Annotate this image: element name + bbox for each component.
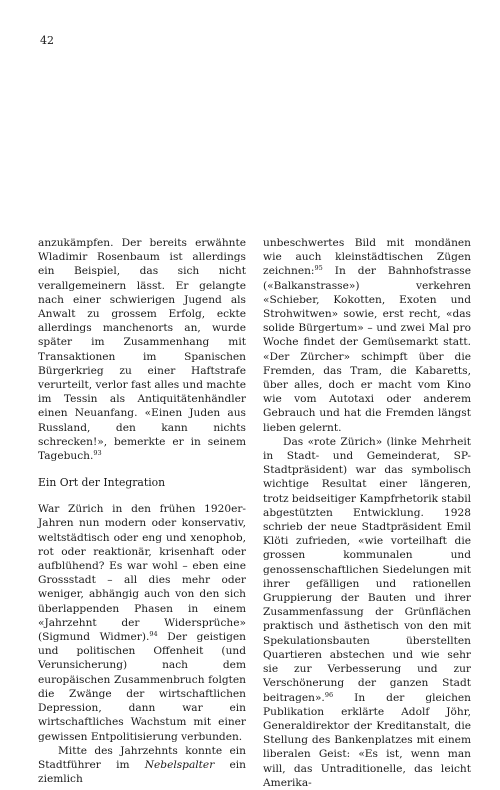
paragraph-text: In der Bahnhofstrasse («Balkanstrasse») verkehren «Schieber, Kokotten, Exoten und Strohwitwen» sowie, erst recht, «das solide Bürgertum» – und zwei Mal pro Woche findet der Gemüsemarkt statt. «Der Zürcher» schimpft über die Fremden, das Tram, die Kabaretts, über alles, doch er macht vom Kino wie vom Autotaxi oder anderem Gebrauch und hat die Fremden längst lieben gelernt. [263, 265, 471, 434]
page-number: 42 [40, 34, 54, 47]
left-column [38, 236, 246, 786]
footnote-marker: 96 [324, 690, 334, 699]
paragraph-text: anzukämpfen. Der bereits erwähnte Wladimir Rosenbaum ist allerdings ein Beispiel, das sich nicht verallgemeinern lässt. Er gelangte nach einer schwierigen Jugend als Anwalt zu grossem Erfolg, eckte allerdings manchenorts an, wurde später im Zusammenhang mit Transaktionen im Spanischen Bürgerkrieg zu einer Haftstrafe verurteilt, verlor fast alles und machte im Tessin als Antiquitätenhändler einen Neuanfang. «Einen Juden aus Russland, den kann nichts schrecken!», bemerkte er in seinem Tagebuch. [38, 237, 246, 463]
paragraph-text: Der geistigen und politischen Offenheit (und Verunsicherung) nach dem europäischen Zusammenbruch folgten die Zwänge der wirtschaftlichen Depression, dann war ein wirtschaftliches Wachstum mit einer gewissen Entpolitisierung verbunden. [38, 631, 246, 743]
footnote-marker: 94 [149, 630, 158, 639]
footnote-marker: 93 [93, 449, 102, 458]
publication-title: Nebelspalter [144, 758, 215, 771]
paragraph [38, 502, 246, 743]
section-heading: Ein Ort der Integration [38, 476, 166, 490]
footnote-marker: 95 [314, 264, 323, 273]
paragraph-text: In der gleichen Publikation erklärte Adolf Jöhr, Generaldirektor der Kreditanstalt, die Stellung des Bankenplatzes mit einem liberalen Geist: «Es ist, wenn man will, das Untraditionelle, das leicht Amerika- [263, 691, 471, 789]
paragraph [38, 236, 246, 463]
paragraph-text: Mitte des Jahrzehnts konnte ein Stadtführer im [38, 744, 246, 771]
paragraph-text: War Zürich in den frühen 1920er-Jahren nun modern oder konservativ, weltstädtisch oder eng und xenophob, rot oder reaktionär, krisenhaft oder aufblühend? Es war wohl – eben eine Grossstadt – all dies mehr oder weniger, abhängig auch von den sich überlappenden Phasen in einem «Jahrzehnt der Widersprüche» (Sigmund Widmer). [38, 503, 246, 644]
paragraph [38, 744, 246, 787]
paragraph-text: unbeschwertes Bild mit mondänen wie auch kleinstädtischen Zügen zeichnen: [263, 237, 471, 278]
paragraph-text: Das «rote Zürich» (linke Mehrheit in Stadt- und Gemeinderat, SP-Stadtpräsident) war das symbolisch wichtige Resultat einer längeren, trotz beidseitiger Kampfrhetorik stabil abgestützten Entwicklung. 1928 schrieb der neue Stadtpräsident Emil Klöti zufrieden, «wie vorteilhaft die grossen kommunalen und genossenschaftlichen Siedelungen mit ihrer gefälligen und rationellen Gruppierung der Bauten und ihrer Zusammenfassung der Grünflächen praktisch und ästhetisch von den mit Spekulationsbauten überstellten Quartieren abstechen und wie sehr sie zur Verbesserung und zur Verschönerung der ganzen Stadt beitragen». [263, 435, 471, 704]
paragraph [263, 236, 471, 435]
paragraph-text: ein ziemlich [38, 758, 246, 786]
right-column [263, 236, 471, 790]
paragraph [263, 435, 471, 790]
